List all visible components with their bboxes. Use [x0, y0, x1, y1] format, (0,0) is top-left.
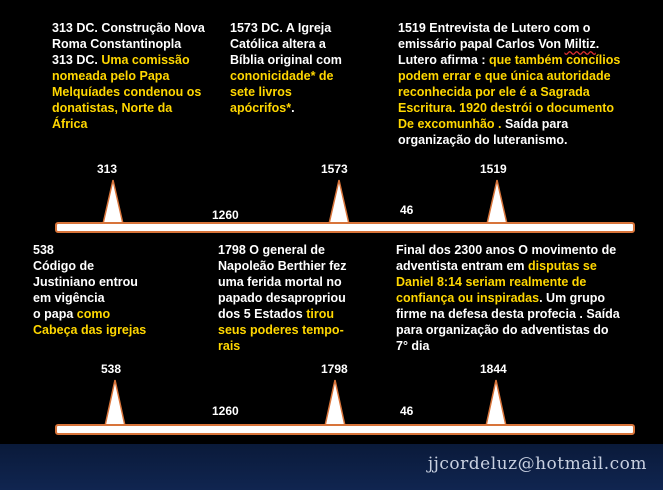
timeline-bar-bottom — [55, 424, 635, 435]
text: . — [291, 101, 295, 115]
year-label-1844: 1844 — [480, 362, 507, 376]
marker-1573 — [329, 180, 349, 224]
year-label-538: 538 — [101, 362, 122, 376]
text: o papa — [33, 307, 74, 321]
line: rais — [218, 339, 241, 353]
year-label-1798: 1798 — [321, 362, 348, 376]
line: organização do luteranismo. — [398, 133, 568, 147]
text: Saída para — [501, 117, 569, 131]
line: Melquíades condenou os — [52, 85, 202, 99]
event-313-text — [52, 20, 214, 132]
line — [218, 306, 360, 322]
highlight: Uma comissão — [101, 53, 190, 67]
line: 538 — [33, 243, 54, 257]
line — [396, 290, 628, 306]
line — [230, 100, 346, 116]
line: podem errar e que única autoridade — [398, 69, 611, 83]
line — [396, 258, 628, 274]
text: dos 5 Estados — [218, 307, 303, 321]
marker-1798 — [325, 380, 345, 426]
marker-313 — [103, 180, 123, 224]
text: . Um grupo — [539, 291, 606, 305]
line: 7° dia — [396, 339, 430, 353]
line: reconhecida por ele é a Sagrada — [398, 85, 590, 99]
line: uma ferida mortal no — [218, 275, 342, 289]
period-label-1260: 1260 — [212, 404, 239, 418]
text: emissário papal Carlos Von — [398, 37, 565, 51]
footer — [0, 444, 663, 490]
line: Escritura. 1920 destrói o documento — [398, 101, 615, 115]
line — [398, 36, 626, 52]
line: firme na defesa desta profecia . Saída — [396, 307, 620, 321]
line — [398, 52, 626, 68]
line: Napoleão Berthier fez — [218, 259, 347, 273]
line: papado desapropriou — [218, 291, 346, 305]
line: para organização do adventistas do — [396, 323, 609, 337]
line: 1519 Entrevista de Lutero com o — [398, 21, 591, 35]
event-1844-text — [396, 242, 628, 354]
event-538-text — [33, 242, 173, 338]
highlight: que também concílios — [489, 53, 621, 67]
line: Daniel 8:14 seriam realmente de — [396, 275, 587, 289]
line: Justiniano entrou — [33, 275, 138, 289]
highlight: tirou — [306, 307, 335, 321]
period-label-46: 46 — [400, 404, 414, 418]
author-email: jjcordeluz@hotmail.com — [427, 454, 647, 474]
timeline-bar-top — [55, 222, 635, 233]
event-1798-text — [218, 242, 360, 354]
highlight: De excomunhão . — [398, 117, 502, 131]
event-1573-text — [230, 20, 346, 116]
line: cononicidade* de — [230, 69, 334, 83]
event-1519-text — [398, 20, 626, 148]
line: Código de — [33, 259, 95, 273]
line: Roma Constantinopla — [52, 37, 182, 51]
line: seus poderes tempo- — [218, 323, 344, 337]
line: Cabeça das igrejas — [33, 323, 147, 337]
line: África — [52, 117, 88, 131]
text: . — [595, 37, 600, 51]
year-label-1519: 1519 — [480, 162, 507, 176]
line — [33, 306, 173, 322]
line: 1798 O general de — [218, 243, 326, 257]
highlight: confiança ou inspiradas — [396, 291, 540, 305]
marker-538 — [105, 380, 125, 426]
line: donatistas, Norte da — [52, 101, 173, 115]
year-label-313: 313 — [97, 162, 118, 176]
marker-1519 — [487, 180, 507, 224]
text: 313 DC. — [52, 53, 98, 67]
text: Lutero afirma : — [398, 53, 486, 67]
highlight: disputas se — [528, 259, 597, 273]
marker-1844 — [486, 380, 506, 426]
line — [52, 52, 214, 68]
period-label-1260: 1260 — [212, 208, 239, 222]
line: 313 DC. Construção Nova — [52, 21, 205, 35]
line: Final dos 2300 anos O movimento de — [396, 243, 617, 257]
text: adventista entram em — [396, 259, 525, 273]
line: Bíblia original com — [230, 53, 342, 67]
line — [398, 116, 626, 132]
highlight: apócrifos* — [230, 101, 292, 115]
year-label-1573: 1573 — [321, 162, 348, 176]
line: sete livros — [230, 85, 292, 99]
period-label-46: 46 — [400, 203, 414, 217]
line: em vigência — [33, 291, 105, 305]
line: 1573 DC. A Igreja — [230, 21, 332, 35]
line: nomeada pelo Papa — [52, 69, 170, 83]
highlight: como — [76, 307, 111, 321]
misspelled-word: Miltiz — [564, 37, 596, 51]
line: Católica altera a — [230, 37, 326, 51]
